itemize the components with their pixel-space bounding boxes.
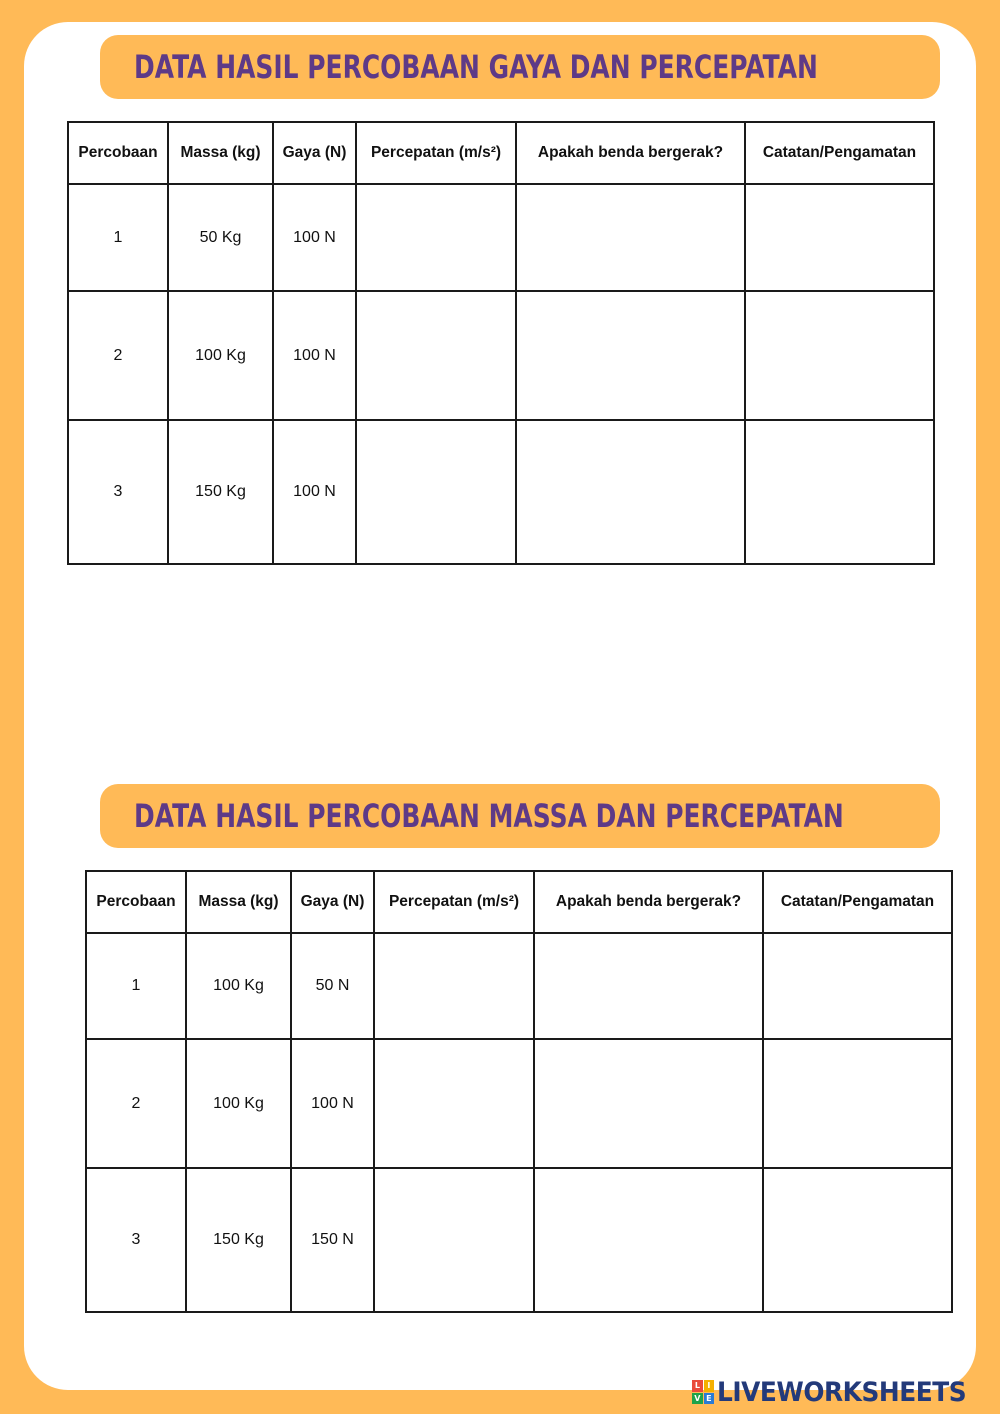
table-row — [68, 184, 934, 291]
cell-percepatan-input[interactable] — [356, 420, 516, 564]
cell-percepatan-input[interactable] — [356, 184, 516, 291]
logo-letter-v: V — [692, 1393, 703, 1405]
cell-percobaan: 2 — [86, 1039, 186, 1168]
cell-bergerak-input[interactable] — [516, 420, 745, 564]
section1-title: DATA HASIL PERCOBAAN GAYA DAN PERCEPATAN — [134, 48, 818, 86]
cell-percobaan: 3 — [68, 420, 168, 564]
cell-percepatan-input[interactable] — [356, 291, 516, 420]
header-gaya: Gaya (N) — [291, 871, 374, 933]
cell-massa: 100 Kg — [186, 1039, 291, 1168]
section1-title-banner — [100, 35, 940, 99]
cell-catatan-input[interactable] — [745, 420, 934, 564]
cell-gaya: 100 N — [291, 1039, 374, 1168]
cell-percobaan: 2 — [68, 291, 168, 420]
header-percepatan: Percepatan (m/s²) — [374, 871, 534, 933]
cell-bergerak-input[interactable] — [534, 1039, 763, 1168]
cell-catatan-input[interactable] — [745, 291, 934, 420]
cell-bergerak-input[interactable] — [516, 291, 745, 420]
cell-percepatan-input[interactable] — [374, 1168, 534, 1312]
cell-gaya: 100 N — [273, 420, 356, 564]
mass-acceleration-table — [85, 870, 953, 1313]
header-percobaan: Percobaan — [68, 122, 168, 184]
table-header-row — [68, 122, 934, 184]
cell-gaya: 100 N — [273, 184, 356, 291]
header-gaya: Gaya (N) — [273, 122, 356, 184]
logo-letter-l: L — [692, 1380, 703, 1392]
cell-percobaan: 1 — [68, 184, 168, 291]
header-bergerak: Apakah benda bergerak? — [534, 871, 763, 933]
table-row — [86, 1168, 952, 1312]
cell-percobaan: 1 — [86, 933, 186, 1039]
header-catatan: Catatan/Pengamatan — [745, 122, 934, 184]
cell-bergerak-input[interactable] — [516, 184, 745, 291]
section2-title-banner — [100, 784, 940, 848]
table-row — [68, 420, 934, 564]
cell-percobaan: 3 — [86, 1168, 186, 1312]
cell-gaya: 50 N — [291, 933, 374, 1039]
cell-massa: 150 Kg — [168, 420, 273, 564]
cell-massa: 100 Kg — [186, 933, 291, 1039]
cell-massa: 50 Kg — [168, 184, 273, 291]
cell-catatan-input[interactable] — [745, 184, 934, 291]
liveworksheets-logo-icon — [692, 1380, 714, 1404]
logo-letter-i: I — [704, 1380, 715, 1392]
cell-percepatan-input[interactable] — [374, 1039, 534, 1168]
table-row — [86, 933, 952, 1039]
cell-catatan-input[interactable] — [763, 1168, 952, 1312]
header-massa: Massa (kg) — [186, 871, 291, 933]
header-percepatan: Percepatan (m/s²) — [356, 122, 516, 184]
brand-name: LIVEWORKSHEETS — [717, 1376, 967, 1408]
cell-gaya: 100 N — [273, 291, 356, 420]
cell-massa: 150 Kg — [186, 1168, 291, 1312]
force-acceleration-table — [67, 121, 935, 565]
header-bergerak: Apakah benda bergerak? — [516, 122, 745, 184]
cell-catatan-input[interactable] — [763, 1039, 952, 1168]
cell-bergerak-input[interactable] — [534, 933, 763, 1039]
cell-percepatan-input[interactable] — [374, 933, 534, 1039]
cell-bergerak-input[interactable] — [534, 1168, 763, 1312]
cell-massa: 100 Kg — [168, 291, 273, 420]
cell-gaya: 150 N — [291, 1168, 374, 1312]
liveworksheets-brand — [692, 1376, 988, 1408]
header-catatan: Catatan/Pengamatan — [763, 871, 952, 933]
table-row — [68, 291, 934, 420]
table-row — [86, 1039, 952, 1168]
cell-catatan-input[interactable] — [763, 933, 952, 1039]
section2-title: DATA HASIL PERCOBAAN MASSA DAN PERCEPATAN — [134, 797, 844, 835]
header-percobaan: Percobaan — [86, 871, 186, 933]
header-massa: Massa (kg) — [168, 122, 273, 184]
logo-letter-e: E — [704, 1393, 715, 1405]
table-header-row — [86, 871, 952, 933]
